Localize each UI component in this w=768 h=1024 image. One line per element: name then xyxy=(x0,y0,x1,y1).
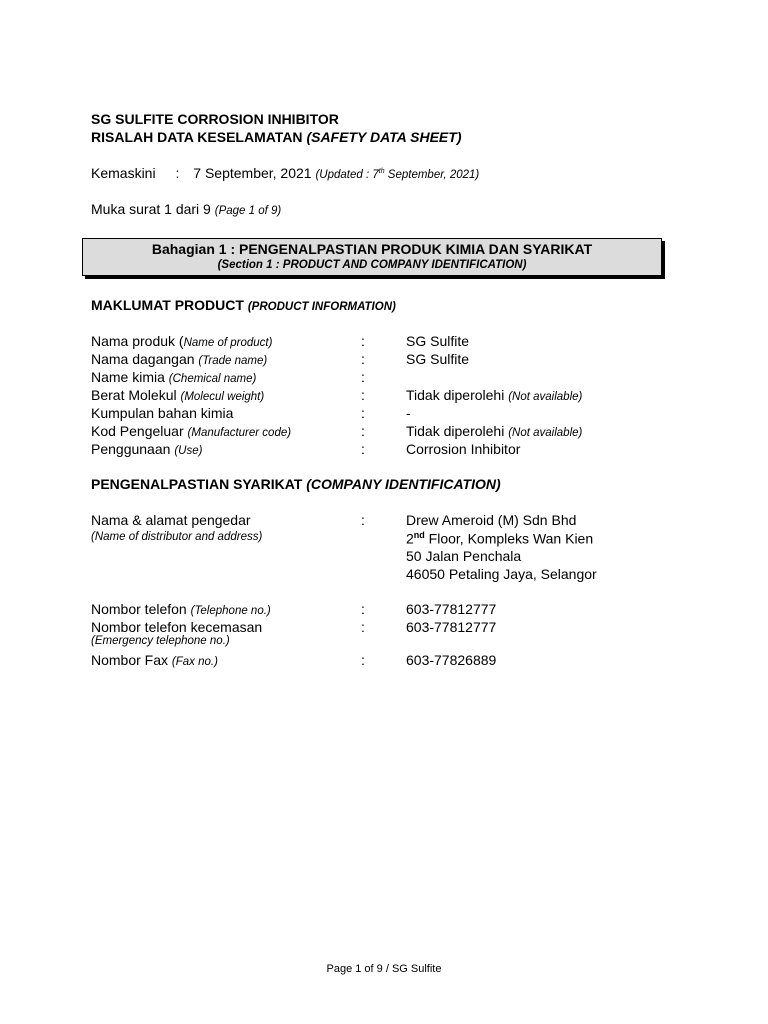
address-line-1: Drew Ameroid (M) Sdn Bhd xyxy=(406,512,577,528)
address-line-3: 50 Jalan Penchala xyxy=(406,548,522,564)
row-value: SG Sulfite xyxy=(406,333,470,349)
subtitle-en: (SAFETY DATA SHEET) xyxy=(306,129,462,145)
fax-colon: : xyxy=(361,652,365,668)
phone-colon: : xyxy=(361,601,365,617)
updated-label: Kemaskini xyxy=(91,165,156,181)
distributor-colon: : xyxy=(361,512,365,528)
page-en: (Page 1 of 9) xyxy=(214,205,282,217)
page-footer: Page 1 of 9 / SG Sulfite xyxy=(326,963,442,975)
emergency-colon: : xyxy=(361,619,365,635)
updated-en: (Updated : 7th September, 2021) xyxy=(315,168,480,181)
row-colon: : xyxy=(361,369,365,385)
row-value: Tidak diperolehi (Not available) xyxy=(406,423,583,439)
row-colon: : xyxy=(361,423,365,439)
subtitle-ms: RISALAH DATA KESELAMATAN xyxy=(91,129,303,145)
row-value: Tidak diperolehi (Not available) xyxy=(406,387,583,403)
row-label: Nama dagangan (Trade name) xyxy=(91,351,268,367)
fax-value: 603-77826889 xyxy=(406,652,497,668)
page-indicator xyxy=(91,201,281,217)
row-label: Penggunaan (Use) xyxy=(91,441,203,457)
address-line-4: 46050 Petaling Jaya, Selangor xyxy=(406,566,597,582)
row-colon: : xyxy=(361,441,365,457)
emergency-label-en: (Emergency telephone no.) xyxy=(91,635,230,647)
row-colon: : xyxy=(361,333,365,349)
updated-value: 7 September, 2021 xyxy=(193,165,312,181)
fax-label: Nombor Fax (Fax no.) xyxy=(91,652,218,668)
updated-colon: : xyxy=(175,165,180,181)
phone-value: 603-77812777 xyxy=(406,601,497,617)
emergency-value: 603-77812777 xyxy=(406,619,497,635)
row-label: Kod Pengeluar (Manufacturer code) xyxy=(91,423,292,439)
company-heading: PENGENALPASTIAN SYARIKAT (COMPANY IDENTIFICATION) xyxy=(91,476,501,492)
emergency-label: Nombor telefon kecemasan xyxy=(91,619,263,635)
phone-label: Nombor telefon (Telephone no.) xyxy=(91,601,271,617)
section-subtitle: (Section 1 : PRODUCT AND COMPANY IDENTIFICATION) xyxy=(217,259,527,271)
distributor-label: Nama & alamat pengedar xyxy=(91,512,251,528)
row-label: Nama produk (Name of product) xyxy=(91,333,273,349)
document-title: SG SULFITE CORROSION INHIBITOR xyxy=(91,111,339,127)
section-title: Bahagian 1 : PENGENALPASTIAN PRODUK KIMIA DAN SYARIKAT xyxy=(151,241,593,257)
row-colon: : xyxy=(361,351,365,367)
distributor-label-en: (Name of distributor and address) xyxy=(91,531,263,543)
row-colon: : xyxy=(361,405,365,421)
row-label: Name kimia (Chemical name) xyxy=(91,369,257,385)
row-label: Berat Molekul (Molecul weight) xyxy=(91,387,265,403)
row-value: SG Sulfite xyxy=(406,351,470,367)
updated-line xyxy=(91,165,479,181)
document-subtitle xyxy=(91,129,461,145)
product-info-heading: MAKLUMAT PRODUCT (PRODUCT INFORMATION) xyxy=(91,297,396,313)
page-ms: Muka surat 1 dari 9 xyxy=(91,201,211,217)
address-line-2: 2nd Floor, Kompleks Wan Kien xyxy=(406,530,594,547)
row-label: Kumpulan bahan kimia xyxy=(91,405,234,421)
row-colon: : xyxy=(361,387,365,403)
section-header-box xyxy=(82,238,662,276)
row-value: Corrosion Inhibitor xyxy=(406,441,521,457)
row-value: - xyxy=(406,405,411,421)
